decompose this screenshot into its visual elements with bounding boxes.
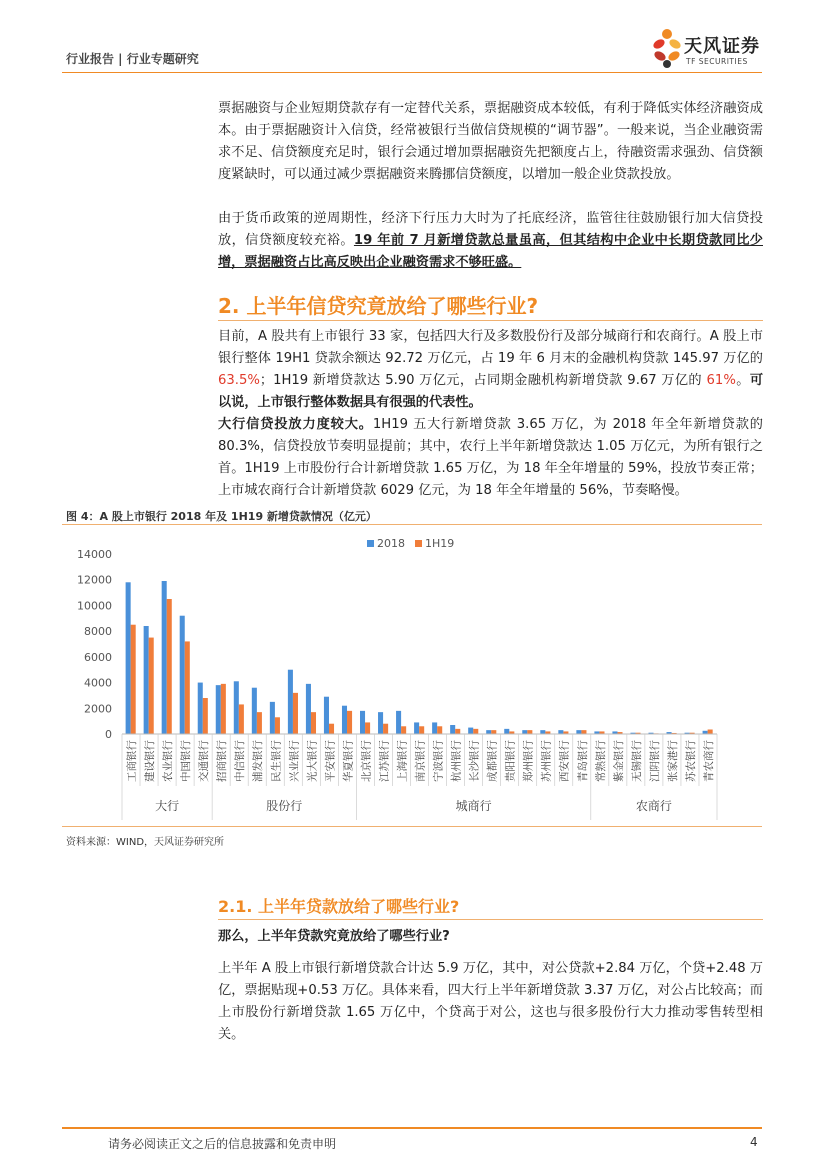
bar-2018-8 bbox=[270, 702, 275, 734]
bar-1H19-32 bbox=[708, 730, 713, 735]
bar-1H19-10 bbox=[311, 712, 316, 734]
y-tick-label: 8000 bbox=[84, 625, 112, 639]
bar-1H19-8 bbox=[275, 717, 280, 734]
x-tick-label: 苏农银行 bbox=[684, 740, 697, 782]
figure-title: 图 4：A 股上市银行 2018 年及 1H19 新增贷款情况（亿元） bbox=[66, 510, 377, 523]
y-tick-label: 4000 bbox=[84, 676, 112, 690]
bar-1H19-3 bbox=[185, 641, 190, 734]
x-tick-label: 郑州银行 bbox=[522, 740, 535, 782]
x-tick-label: 交通银行 bbox=[198, 740, 211, 782]
bar-1H19-6 bbox=[239, 704, 244, 734]
bar-2018-0 bbox=[126, 582, 131, 734]
bar-1H19-20 bbox=[491, 730, 496, 734]
paragraph-big-banks bbox=[218, 414, 763, 502]
bar-1H19-19 bbox=[473, 729, 478, 734]
x-tick-label: 工商银行 bbox=[126, 740, 139, 782]
subsection-heading-divider bbox=[218, 919, 763, 920]
x-tick-label: 贵阳银行 bbox=[504, 740, 517, 782]
bar-2018-16 bbox=[414, 722, 419, 734]
y-axis bbox=[77, 548, 112, 741]
bar-1H19-7 bbox=[257, 712, 262, 734]
new-loans-bar-chart bbox=[62, 526, 762, 826]
x-tick-label: 民生银行 bbox=[270, 740, 283, 782]
y-tick-label: 14000 bbox=[77, 548, 112, 561]
p4-lead: 大行信贷投放力度较大。 bbox=[218, 417, 373, 432]
bar-2018-12 bbox=[342, 706, 347, 734]
footer-disclaimer: 请务必阅读正文之后的信息披露和免责申明 bbox=[108, 1137, 337, 1151]
bar-1H19-13 bbox=[365, 722, 370, 734]
p3-pct-loan-share: 63.5% bbox=[218, 373, 260, 388]
company-logo bbox=[650, 26, 770, 76]
legend-label-1H19: 1H19 bbox=[425, 537, 455, 550]
bar-1H19-0 bbox=[131, 625, 136, 734]
bar-2018-2 bbox=[162, 581, 167, 734]
x-tick-label: 北京银行 bbox=[360, 740, 373, 782]
group-label: 股份行 bbox=[266, 799, 303, 813]
y-tick-label: 2000 bbox=[84, 702, 112, 716]
x-tick-label: 西安银行 bbox=[558, 740, 571, 782]
x-tick-label: 杭州银行 bbox=[450, 740, 463, 782]
paragraph-monetary-policy bbox=[218, 208, 763, 274]
figure-bottom-divider bbox=[62, 826, 762, 827]
y-tick-label: 0 bbox=[105, 728, 112, 741]
paragraph-bill-financing: 票据融资与企业短期贷款存有一定替代关系，票据融资成本较低，有利于降低实体经济融资成本。由于票据融资计入信贷，经常被银行当做信贷规模的“调节器”。一般来说，当企业融资需求不足、信贷额度充足时，银行会通过增加票据融资先把额度占上，待融资需求强劲、信贷额度紧缺时，可以通过减少票据融资来腾挪信贷额度，以增加一般企业贷款投放。 bbox=[218, 101, 763, 182]
figure-source: 资料来源：WIND，天风证券研究所 bbox=[66, 837, 225, 848]
bar-2018-23 bbox=[540, 730, 545, 734]
y-tick-label: 6000 bbox=[84, 650, 112, 664]
bar-2018-15 bbox=[396, 711, 401, 734]
x-tick-label: 苏州银行 bbox=[540, 740, 553, 782]
bar-2018-21 bbox=[504, 729, 509, 734]
x-tick-label: 青岛银行 bbox=[576, 740, 589, 782]
bar-1H19-16 bbox=[419, 726, 424, 734]
paragraph-monetary-policy-text: 由于货币政策的逆周期性，经济下行压力大时为了托底经济，监管往往鼓励银行加大信贷投放，信贷额度较充裕。 bbox=[218, 211, 763, 248]
x-tick-label: 张家港行 bbox=[666, 740, 679, 782]
p3-text-e: 。 bbox=[735, 373, 750, 388]
x-tick-label: 华夏银行 bbox=[342, 740, 355, 782]
bar-1H19-17 bbox=[437, 726, 442, 734]
bar-1H19-18 bbox=[455, 729, 460, 734]
bar-1H19-22 bbox=[527, 730, 532, 734]
bar-1H19-15 bbox=[401, 726, 406, 734]
logo-mark-icon bbox=[650, 26, 684, 70]
x-tick-label: 长沙银行 bbox=[468, 740, 481, 782]
x-tick-label: 中信银行 bbox=[234, 740, 247, 782]
x-tick-label: 浦发银行 bbox=[252, 740, 265, 782]
y-tick-label: 10000 bbox=[77, 599, 112, 613]
bar-2018-20 bbox=[486, 730, 491, 734]
section-heading-2: 2. 上半年信贷究竟放给了哪些行业? bbox=[218, 294, 539, 318]
paragraph-monetary-policy-highlight: 19 年前 7 月新增贷款总量虽高，但其结构中企业中长期贷款同比少增，票据融资占比高反映出企业融资需求不够旺盛。 bbox=[218, 233, 763, 270]
bar-2018-13 bbox=[360, 711, 365, 734]
bar-1H19-25 bbox=[581, 730, 586, 734]
p4-text: 1H19 五大行新增贷款 3.65 万亿，为 2018 年全年新增贷款的 80.3%，信贷投放节奏明显提前；其中，农行上半年新增贷款达 1.05 万亿元，为所有银行之首。1H19 上市股份行合计新增贷款 1.65 万亿，为 18 年全年增量的 59%，投放节奏正常；上市城农商行合计新增贷款 6029 亿元，为 18 年全年增量的 56%，节奏略慢。 bbox=[218, 417, 763, 498]
bar-2018-5 bbox=[216, 685, 221, 734]
x-tick-label: 江苏银行 bbox=[378, 740, 391, 782]
figure-top-divider bbox=[62, 524, 762, 525]
x-tick-label: 江阴银行 bbox=[648, 740, 661, 782]
bar-1H19-9 bbox=[293, 693, 298, 734]
legend-swatch-2018 bbox=[367, 540, 374, 547]
x-tick-label: 成都银行 bbox=[486, 740, 499, 782]
p3-text-c: ；1H19 新增贷款达 5.90 万亿元，占同期金融机构新增贷款 9.67 万亿的 bbox=[259, 373, 707, 388]
p3-conclusion: 可以说，上市银行整体数据具有很强的代表性。 bbox=[218, 373, 764, 410]
bar-1H19-4 bbox=[203, 698, 208, 734]
p3-pct-new-loan-share: 61% bbox=[706, 373, 736, 388]
group-label: 城商行 bbox=[455, 799, 492, 813]
bar-2018-9 bbox=[288, 670, 293, 734]
bar-2018-19 bbox=[468, 728, 473, 734]
legend-swatch-1H19 bbox=[415, 540, 422, 547]
x-axis bbox=[122, 734, 717, 820]
bar-2018-1 bbox=[144, 626, 149, 734]
legend-label-2018: 2018 bbox=[377, 537, 405, 550]
subsection-heading-2-1: 2.1. 上半年贷款放给了哪些行业? bbox=[218, 897, 460, 916]
logo-text-en: TF SECURITIES bbox=[686, 57, 748, 66]
bar-1H19-1 bbox=[149, 638, 154, 734]
x-tick-label: 中国银行 bbox=[180, 740, 193, 782]
paragraph-listed-banks bbox=[218, 326, 763, 414]
x-tick-label: 紫金银行 bbox=[612, 740, 625, 782]
bar-2018-25 bbox=[576, 730, 581, 734]
bar-1H19-12 bbox=[347, 711, 352, 734]
x-tick-label: 宁波银行 bbox=[432, 740, 445, 782]
bar-2018-7 bbox=[252, 688, 257, 734]
x-tick-label: 无锡银行 bbox=[630, 740, 643, 782]
report-category: 行业报告 | 行业专题研究 bbox=[66, 52, 199, 66]
bar-2018-11 bbox=[324, 697, 329, 734]
logo-text-cn: 天风证券 bbox=[684, 36, 760, 57]
paragraph-h1-loans: 上半年 A 股上市银行新增贷款合计达 5.9 万亿，其中，对公贷款+2.84 万亿，个贷+2.48 万亿，票据贴现+0.53 万亿。具体来看，四大行上半年新增贷款 3.37 万亿，对公占比较高；而上市股份行新增贷款 1.65 万亿中，个贷高于对公，这也与很多股份行大力推动零售转型相关。 bbox=[218, 961, 763, 1042]
bar-2018-6 bbox=[234, 681, 239, 734]
group-label: 大行 bbox=[155, 799, 180, 813]
x-tick-label: 兴业银行 bbox=[288, 740, 301, 782]
x-tick-label: 光大银行 bbox=[306, 740, 319, 782]
bar-1H19-5 bbox=[221, 684, 226, 734]
x-tick-label: 农业银行 bbox=[162, 740, 175, 782]
page-number: 4 bbox=[750, 1135, 758, 1149]
paragraph-question: 那么，上半年贷款究竟放给了哪些行业? bbox=[218, 929, 450, 944]
bar-2018-17 bbox=[432, 722, 437, 734]
y-tick-label: 12000 bbox=[77, 573, 112, 587]
x-tick-label: 南京银行 bbox=[414, 740, 427, 782]
bar-2018-22 bbox=[522, 730, 527, 734]
chart-legend bbox=[367, 537, 454, 550]
bar-2018-24 bbox=[558, 730, 563, 734]
footer-divider bbox=[62, 1127, 762, 1129]
bar-2018-4 bbox=[198, 683, 203, 734]
group-label: 农商行 bbox=[635, 799, 672, 813]
bar-1H19-14 bbox=[383, 724, 388, 734]
p3-text-a: 目前，A 股共有上市银行 33 家，包括四大行及多数股份行及部分城商行和农商行。A 股上市银行整体 19H1 贷款余额达 92.72 万亿元，占 19 年 6 月末的金融机构贷款 145.97 万亿的 bbox=[218, 329, 763, 366]
section-heading-divider bbox=[218, 320, 763, 321]
bar-1H19-2 bbox=[167, 599, 172, 734]
bar-2018-10 bbox=[306, 684, 311, 734]
bar-1H19-11 bbox=[329, 724, 334, 734]
bar-series bbox=[126, 581, 713, 734]
x-tick-label: 平安银行 bbox=[324, 740, 337, 782]
x-tick-label: 上海银行 bbox=[396, 740, 409, 782]
bar-2018-18 bbox=[450, 725, 455, 734]
x-tick-label: 常熟银行 bbox=[594, 740, 607, 782]
x-tick-label: 招商银行 bbox=[216, 740, 229, 782]
x-tick-label: 建设银行 bbox=[144, 740, 157, 782]
bar-2018-3 bbox=[180, 616, 185, 734]
bar-2018-14 bbox=[378, 712, 383, 734]
x-tick-label: 青农商行 bbox=[702, 740, 715, 782]
